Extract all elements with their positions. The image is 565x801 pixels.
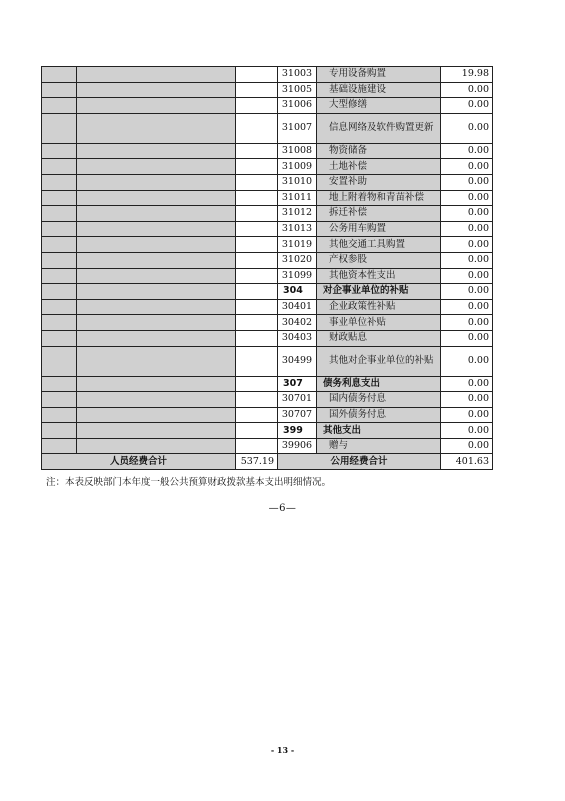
item-code: 31003 <box>278 67 317 83</box>
item-name: 国外债务付息 <box>317 407 441 423</box>
item-code: 31020 <box>278 252 317 268</box>
empty-cell <box>236 268 278 284</box>
empty-cell <box>77 82 236 98</box>
table-row <box>42 206 493 222</box>
empty-cell <box>77 284 236 300</box>
item-name: 事业单位补贴 <box>317 315 441 331</box>
empty-cell <box>42 268 77 284</box>
empty-cell <box>77 315 236 331</box>
item-code: 30707 <box>278 407 317 423</box>
empty-cell <box>77 376 236 392</box>
table-body <box>42 67 493 470</box>
empty-cell <box>236 346 278 376</box>
empty-cell <box>236 237 278 253</box>
empty-cell <box>42 113 77 143</box>
empty-cell <box>236 315 278 331</box>
item-name: 对企事业单位的补贴 <box>317 284 441 300</box>
table-row <box>42 268 493 284</box>
item-code: 31012 <box>278 206 317 222</box>
item-name: 产权参股 <box>317 252 441 268</box>
item-amount: 0.00 <box>441 392 493 408</box>
item-code: 31008 <box>278 143 317 159</box>
table-row <box>42 376 493 392</box>
empty-cell <box>236 423 278 439</box>
item-amount: 0.00 <box>441 346 493 376</box>
empty-cell <box>77 346 236 376</box>
table-row <box>42 113 493 143</box>
empty-cell <box>77 98 236 114</box>
item-code: 399 <box>278 423 317 439</box>
table-row <box>42 190 493 206</box>
empty-cell <box>42 438 77 454</box>
empty-cell <box>236 392 278 408</box>
table-row <box>42 98 493 114</box>
empty-cell <box>236 330 278 346</box>
empty-cell <box>236 376 278 392</box>
item-name: 赠与 <box>317 438 441 454</box>
empty-cell <box>42 67 77 83</box>
empty-cell <box>77 438 236 454</box>
table-row <box>42 221 493 237</box>
table-row <box>42 315 493 331</box>
item-name: 财政贴息 <box>317 330 441 346</box>
empty-cell <box>42 346 77 376</box>
item-name: 土地补偿 <box>317 159 441 175</box>
empty-cell <box>77 423 236 439</box>
personnel-total-value: 537.19 <box>236 454 278 470</box>
item-amount: 0.00 <box>441 98 493 114</box>
empty-cell <box>236 174 278 190</box>
item-code: 307 <box>278 376 317 392</box>
empty-cell <box>42 407 77 423</box>
item-amount: 0.00 <box>441 407 493 423</box>
empty-cell <box>236 98 278 114</box>
item-name: 安置补助 <box>317 174 441 190</box>
totals-row <box>42 454 493 470</box>
empty-cell <box>236 67 278 83</box>
table-row <box>42 67 493 83</box>
empty-cell <box>77 221 236 237</box>
item-amount: 0.00 <box>441 221 493 237</box>
item-name: 拆迁补偿 <box>317 206 441 222</box>
item-name: 其他支出 <box>317 423 441 439</box>
item-name: 其他资本性支出 <box>317 268 441 284</box>
empty-cell <box>42 423 77 439</box>
empty-cell <box>42 143 77 159</box>
empty-cell <box>77 330 236 346</box>
item-name: 物资储备 <box>317 143 441 159</box>
item-name: 企业政策性补贴 <box>317 299 441 315</box>
empty-cell <box>42 190 77 206</box>
inner-page-number: —6— <box>268 503 297 514</box>
table-row <box>42 438 493 454</box>
empty-cell <box>42 284 77 300</box>
empty-cell <box>42 98 77 114</box>
empty-cell <box>42 376 77 392</box>
table-note: 注：本表反映部门本年度一般公共预算财政拨款基本支出明细情况。 <box>46 477 332 488</box>
item-name: 基础设施建设 <box>317 82 441 98</box>
item-code: 304 <box>278 284 317 300</box>
item-code: 31010 <box>278 174 317 190</box>
item-amount: 0.00 <box>441 315 493 331</box>
empty-cell <box>42 206 77 222</box>
empty-cell <box>77 252 236 268</box>
table-row <box>42 237 493 253</box>
item-name: 其他对企事业单位的补贴 <box>317 346 441 376</box>
item-name: 公务用车购置 <box>317 221 441 237</box>
table-row <box>42 299 493 315</box>
table-row <box>42 284 493 300</box>
empty-cell <box>77 407 236 423</box>
empty-cell <box>236 143 278 159</box>
item-amount: 0.00 <box>441 376 493 392</box>
table-row <box>42 346 493 376</box>
item-code: 31005 <box>278 82 317 98</box>
personnel-total-label: 人员经费合计 <box>42 454 236 470</box>
item-name: 大型修缮 <box>317 98 441 114</box>
item-name: 信息网络及软件购置更新 <box>317 113 441 143</box>
item-amount: 0.00 <box>441 423 493 439</box>
empty-cell <box>236 252 278 268</box>
item-code: 31019 <box>278 237 317 253</box>
table-row <box>42 392 493 408</box>
empty-cell <box>77 190 236 206</box>
item-code: 31009 <box>278 159 317 175</box>
empty-cell <box>42 159 77 175</box>
item-amount: 19.98 <box>441 67 493 83</box>
outer-page-number: - 13 - <box>270 745 295 755</box>
item-amount: 0.00 <box>441 143 493 159</box>
empty-cell <box>42 237 77 253</box>
empty-cell <box>236 299 278 315</box>
item-name: 地上附着物和青苗补偿 <box>317 190 441 206</box>
table-row <box>42 174 493 190</box>
item-name: 国内债务付息 <box>317 392 441 408</box>
empty-cell <box>236 159 278 175</box>
empty-cell <box>236 221 278 237</box>
item-code: 39906 <box>278 438 317 454</box>
empty-cell <box>236 284 278 300</box>
item-code: 31099 <box>278 268 317 284</box>
empty-cell <box>42 392 77 408</box>
empty-cell <box>42 315 77 331</box>
empty-cell <box>236 206 278 222</box>
empty-cell <box>42 82 77 98</box>
item-amount: 0.00 <box>441 174 493 190</box>
item-code: 31013 <box>278 221 317 237</box>
empty-cell <box>236 438 278 454</box>
item-code: 30499 <box>278 346 317 376</box>
item-name: 专用设备购置 <box>317 67 441 83</box>
item-amount: 0.00 <box>441 190 493 206</box>
empty-cell <box>77 67 236 83</box>
public-total-value: 401.63 <box>441 454 493 470</box>
empty-cell <box>42 221 77 237</box>
table-row <box>42 82 493 98</box>
empty-cell <box>236 82 278 98</box>
item-amount: 0.00 <box>441 113 493 143</box>
item-amount: 0.00 <box>441 82 493 98</box>
item-amount: 0.00 <box>441 268 493 284</box>
item-amount: 0.00 <box>441 284 493 300</box>
empty-cell <box>77 113 236 143</box>
item-amount: 0.00 <box>441 299 493 315</box>
item-code: 30402 <box>278 315 317 331</box>
empty-cell <box>236 190 278 206</box>
table-row <box>42 143 493 159</box>
empty-cell <box>42 330 77 346</box>
empty-cell <box>77 174 236 190</box>
item-amount: 0.00 <box>441 252 493 268</box>
empty-cell <box>42 252 77 268</box>
empty-cell <box>77 143 236 159</box>
empty-cell <box>236 113 278 143</box>
empty-cell <box>236 407 278 423</box>
table-row <box>42 330 493 346</box>
item-code: 30701 <box>278 392 317 408</box>
budget-detail-table <box>41 66 493 470</box>
item-amount: 0.00 <box>441 330 493 346</box>
empty-cell <box>77 237 236 253</box>
item-code: 30403 <box>278 330 317 346</box>
empty-cell <box>42 174 77 190</box>
table-row <box>42 407 493 423</box>
table-row <box>42 252 493 268</box>
empty-cell <box>77 392 236 408</box>
item-code: 31006 <box>278 98 317 114</box>
item-code: 31011 <box>278 190 317 206</box>
item-name: 债务利息支出 <box>317 376 441 392</box>
public-total-label: 公用经费合计 <box>278 454 441 470</box>
table-row <box>42 159 493 175</box>
empty-cell <box>77 299 236 315</box>
item-amount: 0.00 <box>441 237 493 253</box>
item-amount: 0.00 <box>441 159 493 175</box>
item-amount: 0.00 <box>441 206 493 222</box>
empty-cell <box>42 299 77 315</box>
table-row <box>42 423 493 439</box>
item-name: 其他交通工具购置 <box>317 237 441 253</box>
item-code: 30401 <box>278 299 317 315</box>
empty-cell <box>77 268 236 284</box>
empty-cell <box>77 206 236 222</box>
item-amount: 0.00 <box>441 438 493 454</box>
empty-cell <box>77 159 236 175</box>
item-code: 31007 <box>278 113 317 143</box>
